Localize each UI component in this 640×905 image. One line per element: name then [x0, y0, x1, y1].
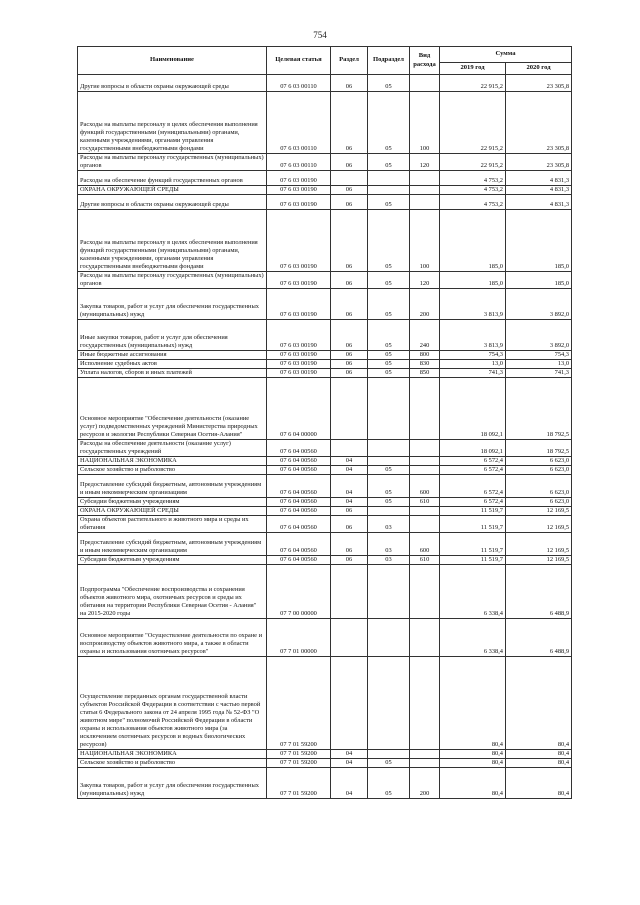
row-name: Иные бюджетные ассигнования [78, 351, 267, 360]
row-section [331, 565, 368, 619]
row-expense-type [410, 750, 440, 759]
row-amount-2020: 12 169,5 [506, 533, 572, 556]
row-subsection: 05 [368, 272, 410, 289]
row-subsection: 05 [368, 369, 410, 378]
row-subsection: 05 [368, 498, 410, 507]
row-amount-2019: 4 753,2 [440, 186, 506, 195]
row-target-code: 07 7 01 59200 [267, 657, 331, 750]
row-amount-2020: 13,0 [506, 360, 572, 369]
table-row [78, 369, 572, 378]
row-expense-type: 830 [410, 360, 440, 369]
row-section: 04 [331, 750, 368, 759]
row-amount-2020: 3 892,0 [506, 289, 572, 320]
row-expense-type [410, 507, 440, 516]
row-target-code: 07 6 04 00000 [267, 378, 331, 440]
row-subsection: 03 [368, 516, 410, 533]
row-amount-2019: 6 338,4 [440, 619, 506, 657]
row-amount-2019: 754,3 [440, 351, 506, 360]
row-amount-2019: 80,4 [440, 768, 506, 799]
row-expense-type: 610 [410, 498, 440, 507]
row-subsection: 05 [368, 475, 410, 498]
row-section: 06 [331, 556, 368, 565]
row-expense-type: 100 [410, 92, 440, 154]
row-name: Сельское хозяйство и рыболовство [78, 759, 267, 768]
row-subsection: 05 [368, 466, 410, 475]
row-section: 06 [331, 92, 368, 154]
row-expense-type: 610 [410, 556, 440, 565]
table-row [78, 466, 572, 475]
table-row [78, 759, 572, 768]
table-row [78, 154, 572, 171]
row-expense-type [410, 171, 440, 186]
row-target-code: 07 6 04 00560 [267, 457, 331, 466]
row-amount-2020: 754,3 [506, 351, 572, 360]
row-expense-type [410, 378, 440, 440]
row-target-code: 07 6 03 00190 [267, 320, 331, 351]
row-amount-2019: 6 572,4 [440, 498, 506, 507]
row-amount-2020: 12 169,5 [506, 556, 572, 565]
budget-table [77, 46, 572, 799]
row-name: Основное мероприятие "Осуществление деятельности по охране и воспроизводству объектов животного мира, а также в области охраны и использования охотничьих ресурсов" [78, 619, 267, 657]
row-target-code: 07 7 00 00000 [267, 565, 331, 619]
row-name: Предоставление субсидий бюджетным, автономным учреждениям и иным некоммерческим организациям [78, 475, 267, 498]
row-name: Осуществление переданных органам государственной власти субъектов Российской Федерации в соответствии с частью первой статьи 6 Федерального закона от 24 апреля 1995 года № 52-ФЗ "О животном мире" полномочий Российской Федерации в области охраны и использования объектов животного мира (за исключением охотничьих ресурсов и водных биологических ресурсов) [78, 657, 267, 750]
row-name: Закупка товаров, работ и услуг для обеспечения государственных (муниципальных) нужд [78, 289, 267, 320]
row-name: Субсидии бюджетным учреждениям [78, 498, 267, 507]
row-amount-2019: 3 813,9 [440, 320, 506, 351]
row-name: Расходы на выплаты персоналу государственных (муниципальных) органов [78, 154, 267, 171]
row-amount-2020: 185,0 [506, 210, 572, 272]
row-expense-type: 850 [410, 369, 440, 378]
row-name: Охрана объектов растительного и животного мира и среды их обитания [78, 516, 267, 533]
row-subsection [368, 657, 410, 750]
row-name: Уплата налогов, сборов и иных платежей [78, 369, 267, 378]
row-amount-2019: 18 092,1 [440, 378, 506, 440]
row-section: 04 [331, 466, 368, 475]
row-subsection: 03 [368, 533, 410, 556]
row-expense-type [410, 466, 440, 475]
table-row [78, 195, 572, 210]
row-amount-2019: 22 915,2 [440, 154, 506, 171]
table-row [78, 75, 572, 92]
row-section: 04 [331, 457, 368, 466]
row-name: Основное мероприятие "Обеспечение деятельности (оказание услуг) подведомственных учреждений Министерства природных ресурсов и экологии Республики Северная Осетия-Алания" [78, 378, 267, 440]
row-amount-2019: 6 572,4 [440, 457, 506, 466]
row-target-code: 07 6 03 00110 [267, 154, 331, 171]
row-section: 04 [331, 498, 368, 507]
table-row [78, 360, 572, 369]
row-expense-type: 600 [410, 533, 440, 556]
row-expense-type: 600 [410, 475, 440, 498]
row-target-code: 07 6 03 00190 [267, 369, 331, 378]
row-name: Другие вопросы в области охраны окружающей среды [78, 75, 267, 92]
row-name: ОХРАНА ОКРУЖАЮЩЕЙ СРЕДЫ [78, 507, 267, 516]
row-amount-2019: 22 915,2 [440, 92, 506, 154]
row-subsection [368, 507, 410, 516]
row-name: НАЦИОНАЛЬНАЯ ЭКОНОМИКА [78, 457, 267, 466]
row-name: Расходы на обеспечение функций государственных органов [78, 171, 267, 186]
table-row [78, 657, 572, 750]
row-target-code: 07 6 03 00190 [267, 195, 331, 210]
row-name: Расходы на выплаты персоналу в целях обеспечения выполнения функций государственными (муниципальными) органами, казенными учреждениями, органами управления государственными внебюджетными фондами [78, 92, 267, 154]
row-target-code: 07 6 04 00560 [267, 556, 331, 565]
row-subsection: 05 [368, 768, 410, 799]
row-subsection [368, 565, 410, 619]
table-row [78, 565, 572, 619]
row-section [331, 440, 368, 457]
row-section: 04 [331, 475, 368, 498]
row-amount-2019: 4 753,2 [440, 171, 506, 186]
table-row [78, 351, 572, 360]
row-name: ОХРАНА ОКРУЖАЮЩЕЙ СРЕДЫ [78, 186, 267, 195]
row-subsection: 05 [368, 92, 410, 154]
row-section: 06 [331, 75, 368, 92]
row-name: Исполнение судебных актов [78, 360, 267, 369]
row-expense-type [410, 657, 440, 750]
row-target-code: 07 7 01 00000 [267, 619, 331, 657]
table-row [78, 619, 572, 657]
row-section: 06 [331, 195, 368, 210]
table-row [78, 289, 572, 320]
table-row [78, 768, 572, 799]
row-expense-type: 200 [410, 289, 440, 320]
row-amount-2019: 11 519,7 [440, 516, 506, 533]
row-target-code: 07 6 04 00560 [267, 466, 331, 475]
row-amount-2020: 18 792,5 [506, 378, 572, 440]
row-name: Подпрограмма "Обеспечение воспроизводства и сохранения объектов животного мира, охотничьих ресурсов и среды их обитания на территории Республики Северная Осетия - Алания" на 2015-2020 годы [78, 565, 267, 619]
row-section: 06 [331, 360, 368, 369]
row-section: 06 [331, 533, 368, 556]
row-amount-2020: 80,4 [506, 657, 572, 750]
row-section: 06 [331, 289, 368, 320]
table-row [78, 516, 572, 533]
row-amount-2019: 11 519,7 [440, 556, 506, 565]
row-amount-2020: 80,4 [506, 750, 572, 759]
row-amount-2020: 23 305,8 [506, 75, 572, 92]
row-name: Предоставление субсидий бюджетным, автономным учреждениям и иным некоммерческим организациям [78, 533, 267, 556]
table-row [78, 457, 572, 466]
row-section: 06 [331, 210, 368, 272]
row-target-code: 07 7 01 59200 [267, 768, 331, 799]
row-subsection [368, 440, 410, 457]
row-amount-2019: 22 915,2 [440, 75, 506, 92]
row-subsection [368, 619, 410, 657]
row-section: 06 [331, 507, 368, 516]
row-section: 04 [331, 759, 368, 768]
table-body [78, 75, 572, 799]
row-target-code: 07 6 04 00560 [267, 533, 331, 556]
row-section [331, 619, 368, 657]
row-target-code: 07 6 03 00190 [267, 171, 331, 186]
header-sum: Сумма [440, 47, 572, 63]
row-amount-2019: 80,4 [440, 750, 506, 759]
row-expense-type [410, 565, 440, 619]
row-amount-2020: 4 831,3 [506, 186, 572, 195]
table-row [78, 533, 572, 556]
row-amount-2019: 11 519,7 [440, 533, 506, 556]
row-target-code: 07 6 04 00560 [267, 440, 331, 457]
table-row [78, 507, 572, 516]
row-subsection: 05 [368, 289, 410, 320]
row-subsection: 05 [368, 320, 410, 351]
row-target-code: 07 6 03 00190 [267, 272, 331, 289]
row-amount-2020: 23 305,8 [506, 92, 572, 154]
row-amount-2019: 80,4 [440, 759, 506, 768]
row-amount-2020: 12 169,5 [506, 516, 572, 533]
header-year-2019: 2019 год [440, 63, 506, 75]
row-section [331, 171, 368, 186]
row-target-code: 07 6 03 00190 [267, 351, 331, 360]
table-row [78, 440, 572, 457]
row-section: 06 [331, 516, 368, 533]
row-amount-2020: 741,3 [506, 369, 572, 378]
row-expense-type [410, 457, 440, 466]
table-row [78, 272, 572, 289]
row-amount-2020: 80,4 [506, 759, 572, 768]
row-expense-type [410, 195, 440, 210]
table-header [78, 47, 572, 75]
header-expense-type: Вид расхода [410, 47, 440, 75]
row-subsection: 03 [368, 556, 410, 565]
table-row [78, 378, 572, 440]
row-expense-type: 200 [410, 768, 440, 799]
row-expense-type: 120 [410, 154, 440, 171]
row-amount-2020: 185,0 [506, 272, 572, 289]
row-section: 06 [331, 272, 368, 289]
page-number: 754 [313, 30, 327, 40]
row-amount-2020: 6 488,9 [506, 619, 572, 657]
row-expense-type: 240 [410, 320, 440, 351]
header-year-2020: 2020 год [506, 63, 572, 75]
row-amount-2019: 3 813,9 [440, 289, 506, 320]
row-amount-2020: 6 623,0 [506, 457, 572, 466]
row-amount-2020: 6 623,0 [506, 466, 572, 475]
header-target: Целевая статья [267, 47, 331, 75]
table-row [78, 556, 572, 565]
row-amount-2019: 4 753,2 [440, 195, 506, 210]
row-amount-2020: 6 488,9 [506, 565, 572, 619]
row-amount-2020: 4 831,3 [506, 195, 572, 210]
row-amount-2019: 11 519,7 [440, 507, 506, 516]
table-row [78, 92, 572, 154]
row-target-code: 07 6 03 00110 [267, 92, 331, 154]
row-expense-type: 120 [410, 272, 440, 289]
row-name: Закупка товаров, работ и услуг для обеспечения государственных (муниципальных) нужд [78, 768, 267, 799]
row-name: Расходы на выплаты персоналу в целях обеспечения выполнения функций государственными (муниципальными) органами, казенными учреждениями, органами управления государственными внебюджетными фондами [78, 210, 267, 272]
row-section: 06 [331, 320, 368, 351]
header-section: Раздел [331, 47, 368, 75]
row-section: 04 [331, 768, 368, 799]
row-expense-type [410, 619, 440, 657]
row-expense-type [410, 759, 440, 768]
row-target-code: 07 6 03 00110 [267, 75, 331, 92]
row-amount-2019: 18 092,1 [440, 440, 506, 457]
row-expense-type [410, 186, 440, 195]
row-subsection [368, 171, 410, 186]
row-subsection: 05 [368, 210, 410, 272]
table-row [78, 750, 572, 759]
row-subsection: 05 [368, 351, 410, 360]
row-amount-2020: 4 831,3 [506, 171, 572, 186]
table-row [78, 210, 572, 272]
row-target-code: 07 6 04 00560 [267, 507, 331, 516]
row-expense-type: 800 [410, 351, 440, 360]
row-amount-2019: 13,0 [440, 360, 506, 369]
row-subsection [368, 186, 410, 195]
row-target-code: 07 6 03 00190 [267, 360, 331, 369]
row-expense-type [410, 75, 440, 92]
row-amount-2019: 6 572,4 [440, 475, 506, 498]
row-target-code: 07 7 01 59200 [267, 750, 331, 759]
row-subsection: 05 [368, 154, 410, 171]
row-subsection [368, 750, 410, 759]
row-amount-2020: 80,4 [506, 768, 572, 799]
row-name: Расходы на выплаты персоналу государственных (муниципальных) органов [78, 272, 267, 289]
row-target-code: 07 6 04 00560 [267, 475, 331, 498]
table-row [78, 498, 572, 507]
row-amount-2020: 6 623,0 [506, 498, 572, 507]
row-amount-2020: 3 892,0 [506, 320, 572, 351]
row-name: Субсидии бюджетным учреждениям [78, 556, 267, 565]
row-target-code: 07 6 03 00190 [267, 186, 331, 195]
row-name: НАЦИОНАЛЬНАЯ ЭКОНОМИКА [78, 750, 267, 759]
row-amount-2020: 18 792,5 [506, 440, 572, 457]
row-target-code: 07 6 04 00560 [267, 498, 331, 507]
table-row [78, 186, 572, 195]
row-amount-2020: 23 305,8 [506, 154, 572, 171]
row-subsection: 05 [368, 759, 410, 768]
row-amount-2019: 6 338,4 [440, 565, 506, 619]
row-subsection: 05 [368, 75, 410, 92]
row-section [331, 378, 368, 440]
row-subsection: 05 [368, 195, 410, 210]
row-section [331, 657, 368, 750]
row-name: Другие вопросы в области охраны окружающей среды [78, 195, 267, 210]
row-target-code: 07 7 01 59200 [267, 759, 331, 768]
row-expense-type [410, 516, 440, 533]
row-expense-type [410, 440, 440, 457]
row-amount-2020: 6 623,0 [506, 475, 572, 498]
row-expense-type: 100 [410, 210, 440, 272]
row-amount-2020: 12 169,5 [506, 507, 572, 516]
row-target-code: 07 6 03 00190 [267, 210, 331, 272]
row-amount-2019: 80,4 [440, 657, 506, 750]
row-subsection [368, 457, 410, 466]
row-name: Иные закупки товаров, работ и услуг для обеспечения государственных (муниципальных) нужд [78, 320, 267, 351]
table-row [78, 320, 572, 351]
row-section: 06 [331, 154, 368, 171]
row-name: Сельское хозяйство и рыболовство [78, 466, 267, 475]
table-row [78, 475, 572, 498]
table-row [78, 171, 572, 186]
row-section: 06 [331, 186, 368, 195]
row-name: Расходы на обеспечение деятельности (оказание услуг) государственных учреждений [78, 440, 267, 457]
row-subsection [368, 378, 410, 440]
row-section: 06 [331, 369, 368, 378]
header-subsection: Подраздел [368, 47, 410, 75]
row-target-code: 07 6 04 00560 [267, 516, 331, 533]
row-section: 06 [331, 351, 368, 360]
row-amount-2019: 6 572,4 [440, 466, 506, 475]
row-amount-2019: 185,0 [440, 210, 506, 272]
row-amount-2019: 185,0 [440, 272, 506, 289]
row-target-code: 07 6 03 00190 [267, 289, 331, 320]
header-name: Наименование [78, 47, 267, 75]
row-amount-2019: 741,3 [440, 369, 506, 378]
row-subsection: 05 [368, 360, 410, 369]
